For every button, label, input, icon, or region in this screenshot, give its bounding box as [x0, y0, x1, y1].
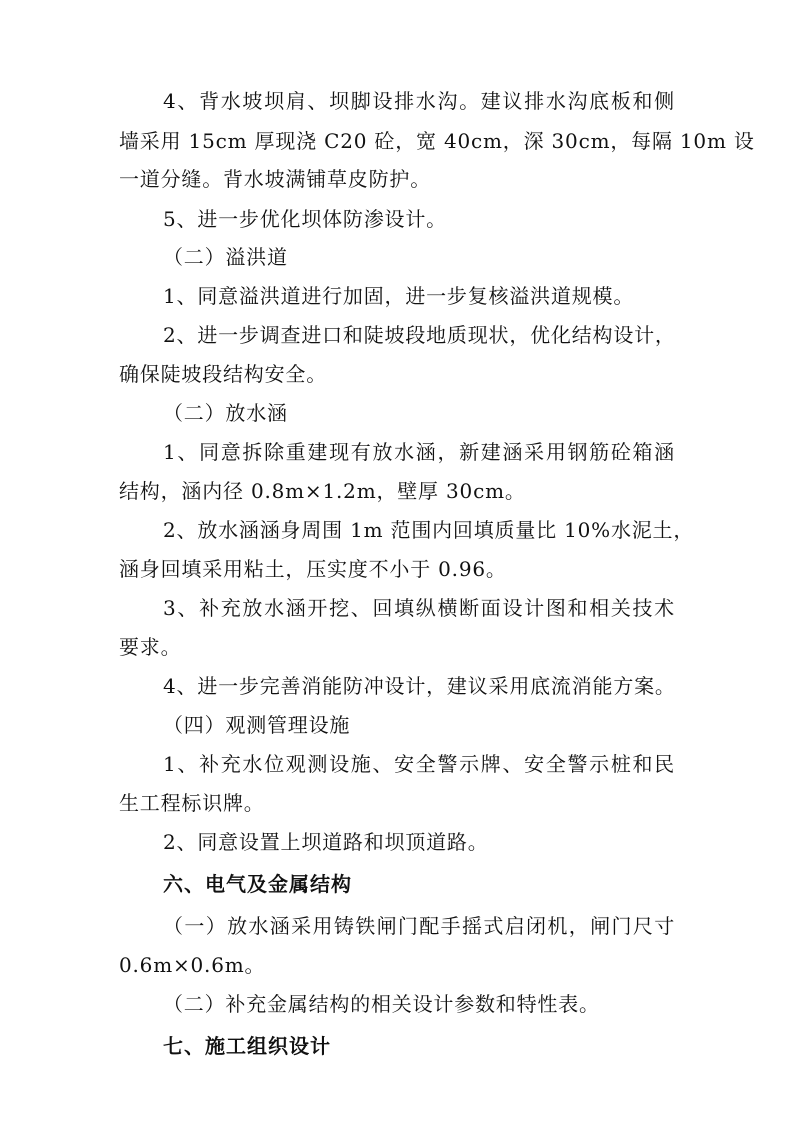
- section-heading: 七、施工组织设计: [163, 1034, 331, 1058]
- paragraph-line: 4、进一步完善消能防冲设计，建议采用底流消能方案。: [163, 674, 676, 698]
- subsection-title: （二）溢洪道: [163, 245, 288, 269]
- paragraph-line: 4、背水坡坝肩、坝脚设排水沟。建议排水沟底板和侧: [163, 89, 675, 113]
- paragraph-line: 5、进一步优化坝体防渗设计。: [163, 207, 447, 231]
- paragraph-line: 2、进一步调查进口和陡坡段地质现状，优化结构设计，: [163, 323, 676, 347]
- paragraph-line: 1、同意拆除重建现有放水涵，新建涵采用钢筋砼箱涵: [163, 440, 675, 464]
- paragraph-line: 0.6m×0.6m。: [119, 953, 266, 977]
- paragraph-line: 确保陡坡段结构安全。: [119, 362, 327, 386]
- paragraph-line: 墙采用 15cm 厚现浇 C20 砼，宽 40cm，深 30cm，每隔 10m 设: [119, 129, 755, 153]
- paragraph-line: 涵身回填采用粘土，压实度不小于 0.96。: [119, 557, 507, 581]
- paragraph-line: （一）放水涵采用铸铁闸门配手摇式启闭机，闸门尺寸: [163, 914, 675, 938]
- section-heading: 六、电气及金属结构: [163, 872, 352, 896]
- paragraph-line: 生工程标识牌。: [119, 791, 265, 815]
- paragraph-line: 1、补充水位观测设施、安全警示牌、安全警示桩和民: [163, 752, 675, 776]
- paragraph-line: 2、同意设置上坝道路和坝顶道路。: [163, 830, 489, 854]
- subsection-title: （四）观测管理设施: [163, 713, 351, 737]
- paragraph-line: 1、同意溢洪道进行加固，进一步复核溢洪道规模。: [163, 284, 635, 308]
- paragraph-line: （二）补充金属结构的相关设计参数和特性表。: [163, 992, 600, 1016]
- paragraph-line: 一道分缝。背水坡满铺草皮防护。: [119, 167, 431, 191]
- paragraph-line: 2、放水涵涵身周围 1m 范围内回填质量比 10%水泥土，: [163, 518, 695, 542]
- paragraph-line: 3、补充放水涵开挖、回填纵横断面设计图和相关技术: [163, 596, 675, 620]
- paragraph-line: 结构，涵内径 0.8m×1.2m，壁厚 30cm。: [119, 479, 526, 503]
- subsection-title: （二）放水涵: [163, 401, 288, 425]
- paragraph-line: 要求。: [119, 635, 182, 659]
